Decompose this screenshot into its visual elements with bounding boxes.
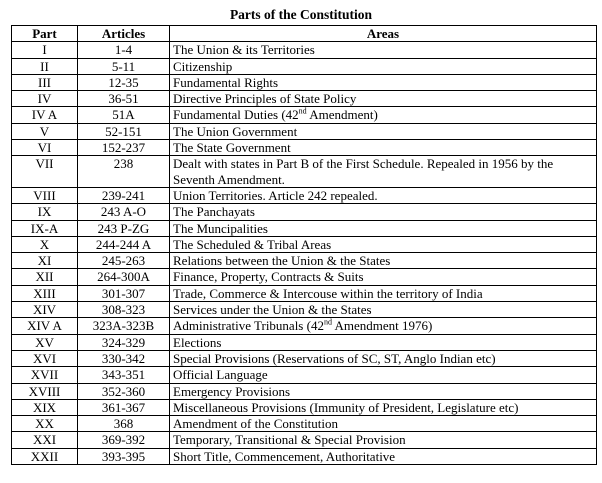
part-cell: III	[12, 74, 78, 90]
part-cell: XVII	[12, 367, 78, 383]
table-row	[12, 367, 597, 383]
articles-cell: 5-11	[78, 58, 170, 74]
articles-cell: 264-300A	[78, 269, 170, 285]
articles-cell: 323A-323B	[78, 318, 170, 334]
articles-cell: 12-35	[78, 74, 170, 90]
area-cell: Fundamental Rights	[170, 74, 597, 90]
part-cell: XXI	[12, 432, 78, 448]
area-cell: Union Territories. Article 242 repealed.	[170, 187, 597, 203]
part-cell: VIII	[12, 187, 78, 203]
area-cell: Services under the Union & the States	[170, 302, 597, 318]
part-cell: II	[12, 58, 78, 74]
table-row	[12, 334, 597, 350]
part-cell: IV	[12, 91, 78, 107]
area-cell: The State Government	[170, 140, 597, 156]
articles-cell: 52-151	[78, 123, 170, 139]
table-row	[12, 187, 597, 203]
part-cell: XVI	[12, 350, 78, 366]
page-title: Parts of the Constitution	[229, 7, 373, 22]
ordinal-suffix: nd	[323, 318, 332, 328]
area-text: Fundamental Duties (42	[173, 107, 299, 123]
table-row	[12, 140, 597, 156]
area-cell: Temporary, Transitional & Special Provision	[170, 432, 597, 448]
area-cell: Finance, Property, Contracts & Suits	[170, 269, 597, 285]
area-cell: Citizenship	[170, 58, 597, 74]
articles-cell: 51A	[78, 107, 170, 123]
part-cell: XX	[12, 416, 78, 432]
table-row	[12, 285, 597, 301]
table-row	[12, 91, 597, 107]
table-row	[12, 318, 597, 334]
area-cell	[170, 107, 597, 123]
part-cell: IX	[12, 204, 78, 220]
articles-cell: 244-244 A	[78, 236, 170, 252]
part-cell: I	[12, 42, 78, 58]
table-row	[12, 220, 597, 236]
table-header-row	[12, 26, 597, 42]
articles-cell: 243 A-O	[78, 204, 170, 220]
part-cell: V	[12, 123, 78, 139]
part-cell: XI	[12, 253, 78, 269]
area-cell: Official Language	[170, 367, 597, 383]
table-row	[12, 204, 597, 220]
articles-cell: 393-395	[78, 448, 170, 464]
articles-cell: 352-360	[78, 383, 170, 399]
part-cell: XXII	[12, 448, 78, 464]
articles-cell: 308-323	[78, 302, 170, 318]
area-cell: Directive Principles of State Policy	[170, 91, 597, 107]
table-row	[12, 42, 597, 58]
articles-cell: 368	[78, 416, 170, 432]
area-cell: Short Title, Commencement, Authoritative	[170, 448, 597, 464]
table-row	[12, 269, 597, 285]
area-cell: Emergency Provisions	[170, 383, 597, 399]
articles-cell: 324-329	[78, 334, 170, 350]
ordinal-suffix: nd	[298, 107, 307, 117]
articles-cell: 152-237	[78, 140, 170, 156]
header-areas: Areas	[170, 26, 597, 42]
articles-cell: 238	[78, 156, 170, 188]
area-cell: The Union & its Territories	[170, 42, 597, 58]
articles-cell: 239-241	[78, 187, 170, 203]
part-cell: VI	[12, 140, 78, 156]
articles-cell: 330-342	[78, 350, 170, 366]
articles-cell: 245-263	[78, 253, 170, 269]
area-text: Amendment)	[306, 107, 378, 123]
part-cell: XIX	[12, 399, 78, 415]
table-row	[12, 448, 597, 464]
table-row	[12, 123, 597, 139]
articles-cell: 361-367	[78, 399, 170, 415]
part-cell: XVIII	[12, 383, 78, 399]
table-row	[12, 236, 597, 252]
area-cell: Elections	[170, 334, 597, 350]
table-row	[12, 58, 597, 74]
articles-cell: 243 P-ZG	[78, 220, 170, 236]
area-text: Administrative Tribunals (42	[173, 318, 324, 334]
area-cell: The Panchayats	[170, 204, 597, 220]
area-cell: Special Provisions (Reservations of SC, ST, Anglo Indian etc)	[170, 350, 597, 366]
articles-cell: 1-4	[78, 42, 170, 58]
table-row	[12, 399, 597, 415]
area-text: Amendment 1976)	[331, 318, 433, 334]
part-cell: XIII	[12, 285, 78, 301]
header-part: Part	[12, 26, 78, 42]
area-cell: Relations between the Union & the States	[170, 253, 597, 269]
area-cell: Dealt with states in Part B of the First Schedule. Repealed in 1956 by the Seventh Amendment.	[170, 156, 597, 188]
part-cell: X	[12, 236, 78, 252]
table-row	[12, 107, 597, 123]
articles-cell: 36-51	[78, 91, 170, 107]
part-cell: XIV A	[12, 318, 78, 334]
articles-cell: 343-351	[78, 367, 170, 383]
table-row	[12, 156, 597, 188]
table-row	[12, 350, 597, 366]
area-cell: Miscellaneous Provisions (Immunity of President, Legislature etc)	[170, 399, 597, 415]
area-cell: Amendment of the Constitution	[170, 416, 597, 432]
articles-cell: 301-307	[78, 285, 170, 301]
table-row	[12, 416, 597, 432]
part-cell: VII	[12, 156, 78, 188]
articles-cell: 369-392	[78, 432, 170, 448]
area-cell: The Union Government	[170, 123, 597, 139]
part-cell: XII	[12, 269, 78, 285]
header-articles: Articles	[78, 26, 170, 42]
constitution-parts-table	[11, 25, 597, 465]
part-cell: IV A	[12, 107, 78, 123]
table-row	[12, 432, 597, 448]
table-row	[12, 383, 597, 399]
part-cell: IX-A	[12, 220, 78, 236]
area-cell: The Muncipalities	[170, 220, 597, 236]
table-row	[12, 302, 597, 318]
table-row	[12, 253, 597, 269]
table-row	[12, 74, 597, 90]
part-cell: XIV	[12, 302, 78, 318]
area-cell: The Scheduled & Tribal Areas	[170, 236, 597, 252]
part-cell: XV	[12, 334, 78, 350]
area-cell: Trade, Commerce & Intercouse within the territory of India	[170, 285, 597, 301]
area-cell	[170, 318, 597, 334]
